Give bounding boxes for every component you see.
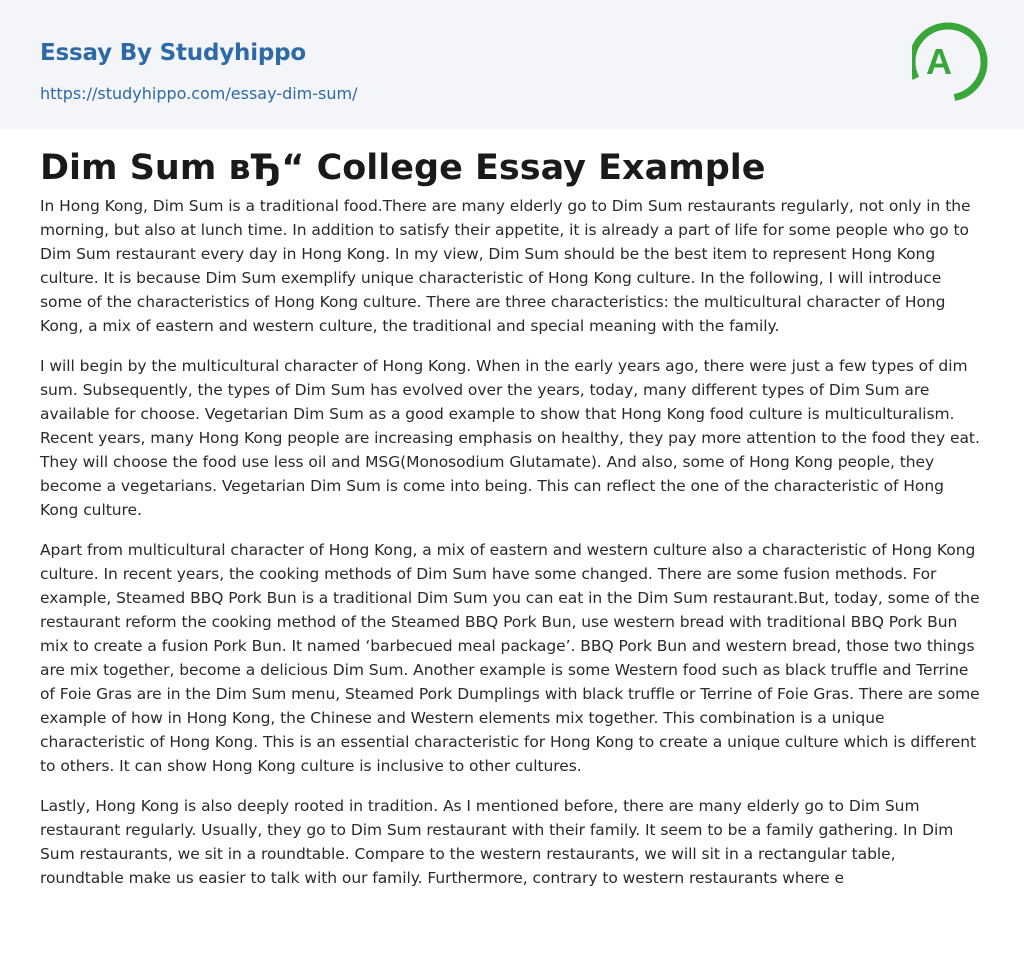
- site-header: [0, 0, 1024, 129]
- essay-title: Dim Sum вЂ“ College Essay Example: [40, 148, 766, 188]
- essay-url-link[interactable]: https://studyhippo.com/essay-dim-sum/: [40, 84, 358, 103]
- studyhippo-logo-icon[interactable]: [912, 18, 988, 106]
- essay-paragraph: I will begin by the multicultural character of Hong Kong. When in the early years ago, there were just a few types of dim sum. Subsequently, the types of Dim Sum has evolved over the years, today, many different types of Dim Sum are available for choose. Vegetarian Dim Sum as a good example to show that Hong Kong food culture is multiculturalism. Recent years, many Hong Kong people are increasing emphasis on healthy, they pay more attention to the food they eat. They will choose the food use less oil and MSG(Monosodium Glutamate). And also, some of Hong Kong people, they become a vegetarians. Vegetarian Dim Sum is come into being. This can reflect the one of the characteristic of Hong Kong culture.: [40, 357, 980, 519]
- essay-paragraph: In Hong Kong, Dim Sum is a traditional food.There are many elderly go to Dim Sum restaurants regularly, not only in the morning, but also at lunch time. In addition to satisfy their appetite, it is already a part of life for some people who go to Dim Sum restaurant every day in Hong Kong. In my view, Dim Sum should be the best item to represent Hong Kong culture. It is because Dim Sum exemplify unique characteristic of Hong Kong culture. In the following, I will introduce some of the characteristics of Hong Kong culture. There are three characteristics: the multicultural character of Hong Kong, a mix of eastern and western culture, the traditional and special meaning with the family.: [40, 197, 971, 335]
- essay-body: [40, 194, 984, 890]
- site-brand[interactable]: Essay By Studyhippo: [40, 40, 307, 66]
- essay-paragraph: Apart from multicultural character of Hong Kong, a mix of eastern and western culture also a characteristic of Hong Kong culture. In recent years, the cooking methods of Dim Sum have some changed. There are some fusion methods. For example, Steamed BBQ Pork Bun is a traditional Dim Sum you can eat in the Dim Sum restaurant.But, today, some of the restaurant reform the cooking method of the Steamed BBQ Pork Bun, use western bread with traditional BBQ Pork Bun mix to create a fusion Pork Bun. It named ‘barbecued meal package’. BBQ Pork Bun and western bread, those two things are mix together, become a delicious Dim Sum. Another example is some Western food such as black truffle and Terrine of Foie Gras are in the Dim Sum menu, Steamed Pork Dumplings with black truffle or Terrine of Foie Gras. There are some example of how in Hong Kong, the Chinese and Western elements mix together. This combination is a unique characteristic of Hong Kong. This is an essential characteristic for Hong Kong to create a unique culture which is different to others. It can show Hong Kong culture is inclusive to other cultures.: [40, 541, 980, 775]
- logo-letter: A: [926, 41, 952, 82]
- essay-paragraph: Lastly, Hong Kong is also deeply rooted in tradition. As I mentioned before, there are many elderly go to Dim Sum restaurant regularly. Usually, they go to Dim Sum restaurant with their family. It seem to be a family gathering. In Dim Sum restaurants, we sit in a roundtable. Compare to the western restaurants, we will sit in a rectangular table, roundtable make us easier to talk with our family. Furthermore, contrary to western restaurants where e: [40, 797, 954, 887]
